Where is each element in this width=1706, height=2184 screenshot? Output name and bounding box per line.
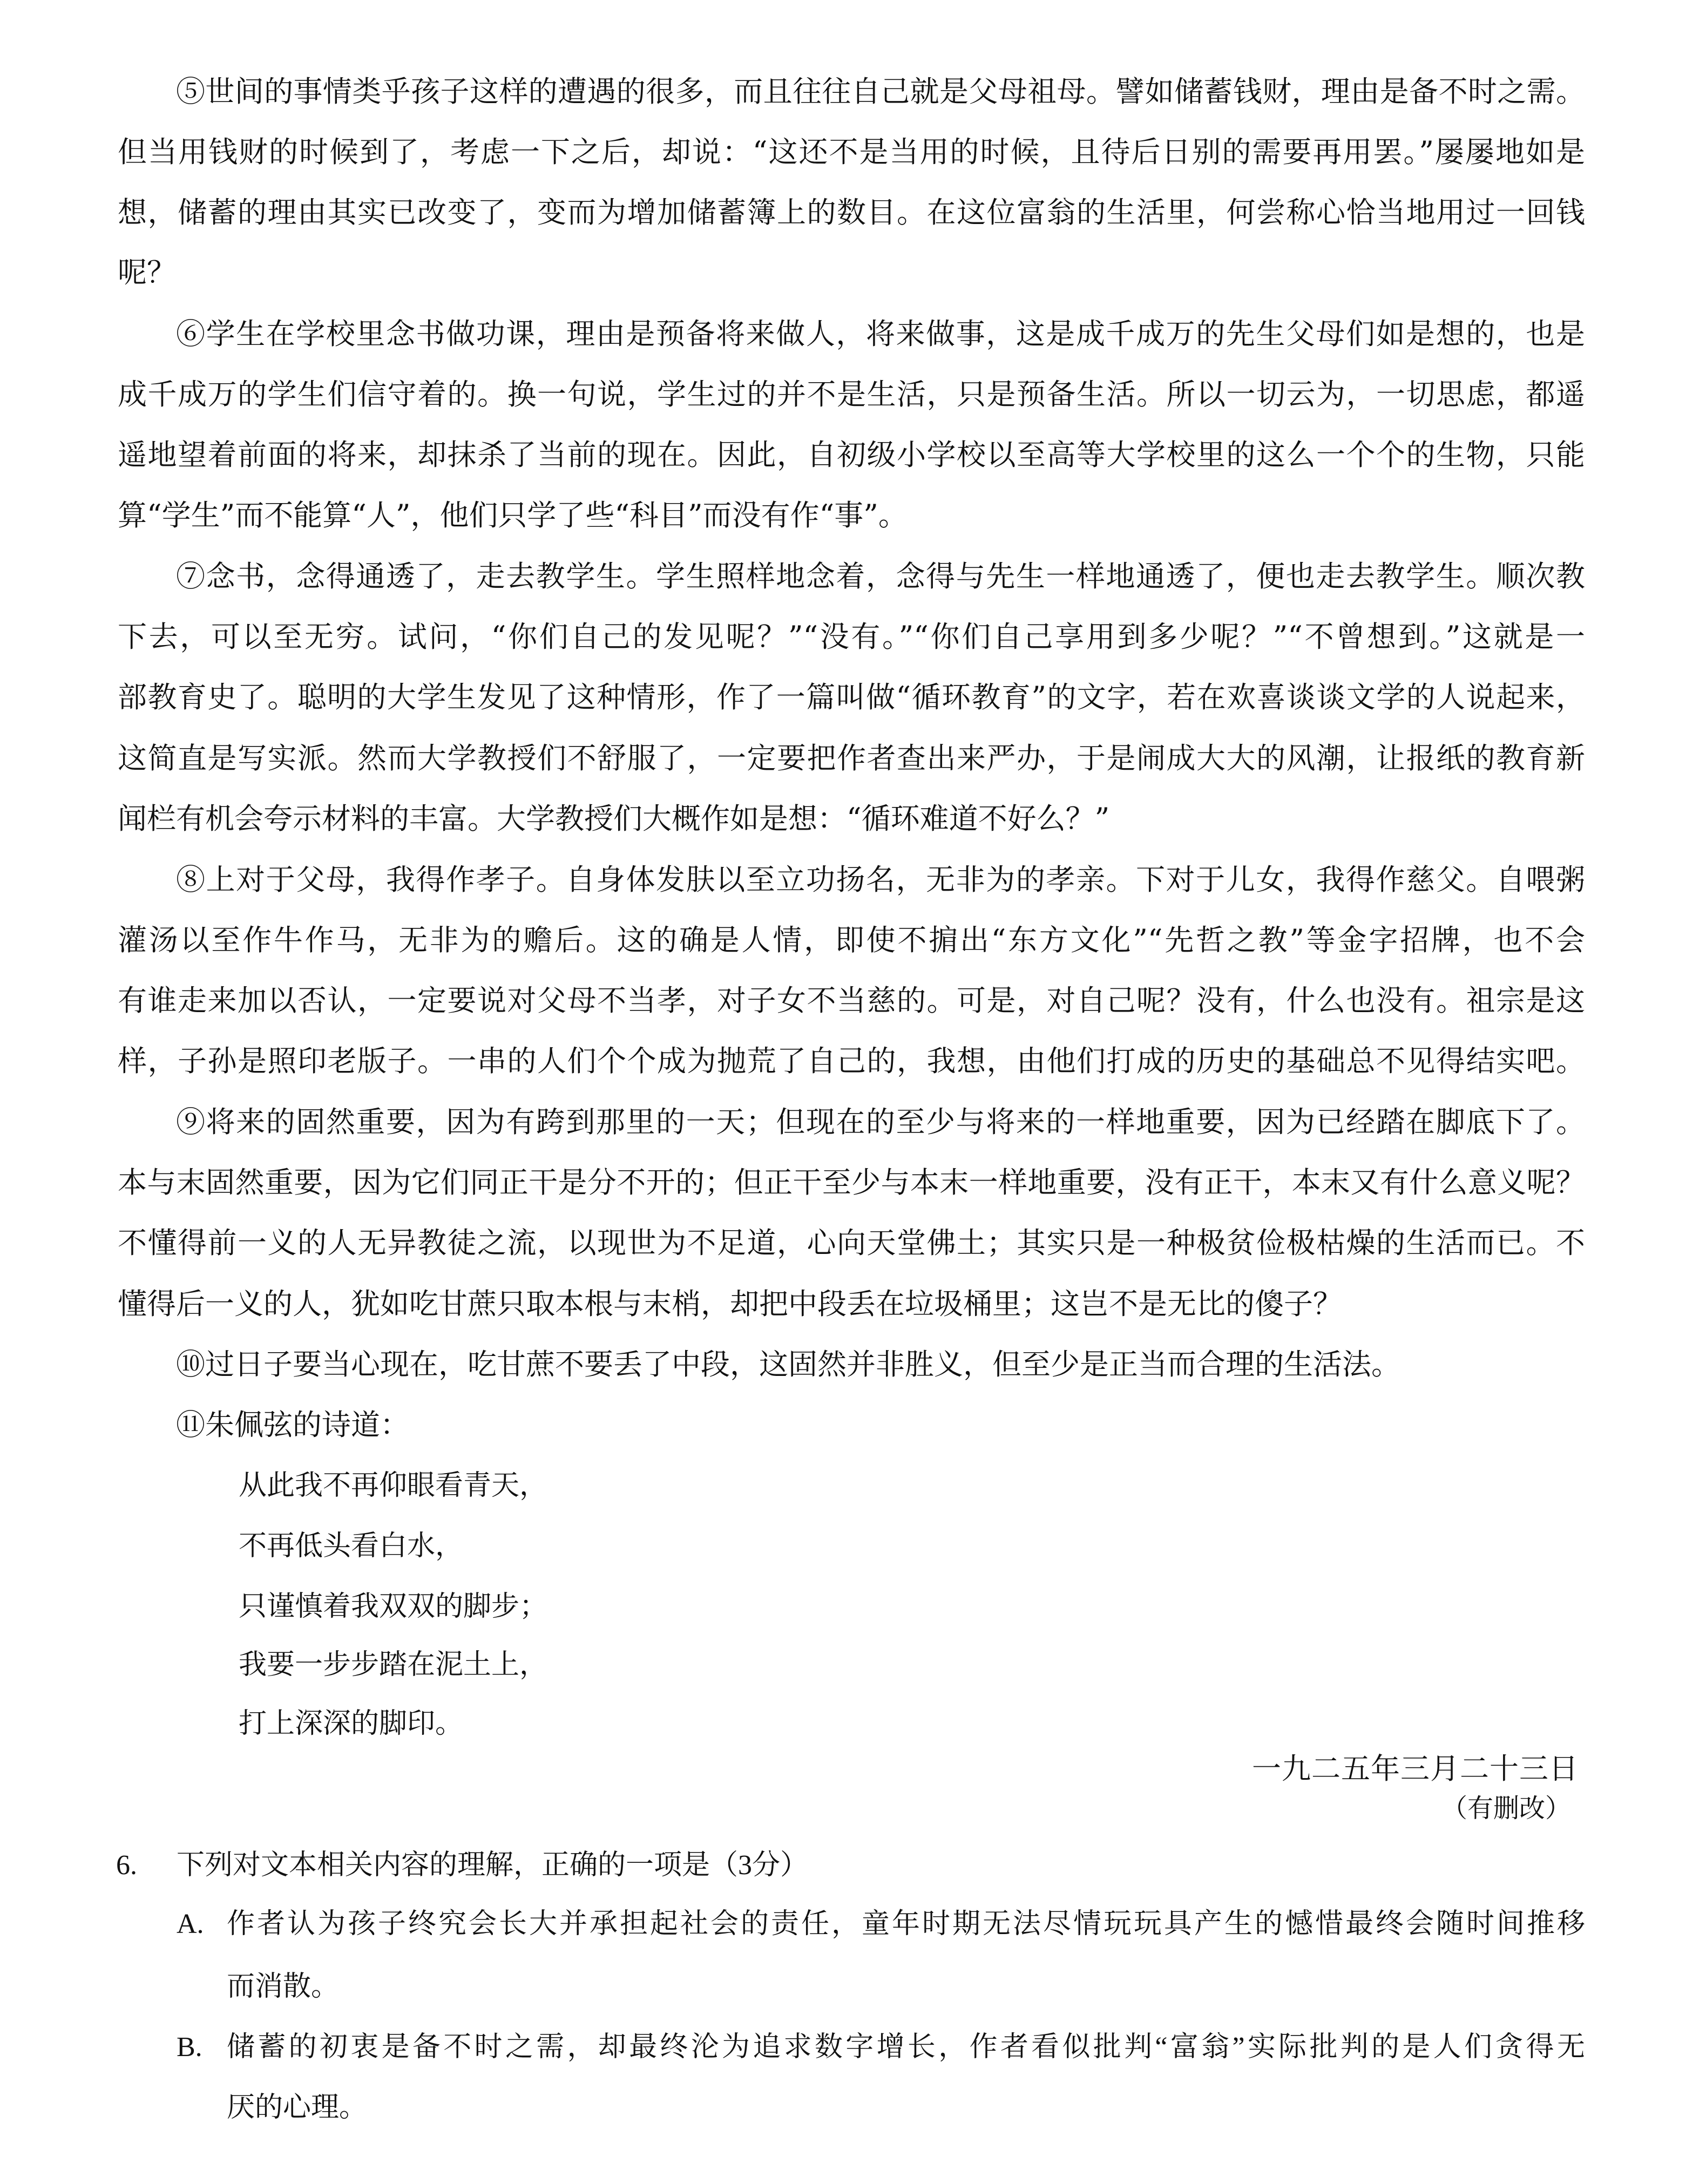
option-b-line-1[interactable]: 储蓄的初衷是备不时之需，却最终沦为追求数字增长，作者看似批判“富翁”实际批判的是人们贪得无 <box>227 2032 1585 2063</box>
paragraph-7-line-4: 这简直是写实派。然而大学教授们不舒服了，一定要把作者查出来严办，于是闹成大大的风潮，让报纸的教育新 <box>118 741 1585 775</box>
paragraph-8-line-1: ⑧上对于父母，我得作孝子。自身体发肤以至立功扬名，无非为的孝亲。下对于儿女，我得作慈父。自喂粥 <box>176 863 1585 897</box>
paragraph-5-line-4: 呢？ <box>118 255 176 289</box>
paragraph-6-line-4: 算“学生”而不能算“人”，他们只学了些“科目”而没有作“事”。 <box>118 498 908 532</box>
option-b-line-2[interactable]: 厌的心理。 <box>227 2092 368 2123</box>
essay-date: 一九二五年三月二十三日 <box>1252 1752 1579 1786</box>
paragraph-8-line-4: 样，子孙是照印老版子。一串的人们个个成为抛荒了自己的，我想，由他们打成的历史的基础总不见得结实吧。 <box>118 1044 1585 1078</box>
paragraph-5-line-1: ⑤世间的事情类乎孩子这样的遭遇的很多，而且往往自己就是父母祖母。譬如储蓄钱财，理由是备不时之需。 <box>176 74 1585 108</box>
paragraph-9-line-4: 懂得后一义的人，犹如吃甘蔗只取本根与末梢，却把中段丢在垃圾桶里；这岂不是无比的傻子？ <box>118 1287 1342 1321</box>
paragraph-10-line-1: ⑩过日子要当心现在，吃甘蔗不要丢了中段，这固然并非胜义，但至少是正当而合理的生活法。 <box>176 1347 1400 1381</box>
poem-line-3: 只谨慎着我双双的脚步； <box>239 1590 548 1623</box>
poem-line-5: 打上深深的脚印。 <box>239 1707 464 1740</box>
question-number: 6. <box>116 1850 137 1881</box>
option-b-label[interactable]: B. <box>177 2032 202 2063</box>
paragraph-7-line-2: 下去，可以至无穷。试问，“你们自己的发见呢？”“没有。”“你们自己享用到多少呢？”“不曾想到。”这就是一 <box>118 620 1585 654</box>
paragraph-9-line-1: ⑨将来的固然重要，因为有跨到那里的一天；但现在的至少与将来的一样地重要，因为已经踏在脚底下了。 <box>176 1105 1585 1139</box>
paragraph-11-line-1: ⑪朱佩弦的诗道： <box>176 1408 409 1442</box>
paragraph-9-line-3: 不懂得前一义的人无异教徒之流，以现世为不足道，心向天堂佛土；其实只是一种极贫俭极枯燥的生活而已。不 <box>118 1226 1585 1260</box>
paragraph-6-line-2: 成千成万的学生们信守着的。换一句说，学生过的并不是生活，只是预备生活。所以一切云为，一切思虑，都遥 <box>118 377 1585 411</box>
edited-note: （有删改） <box>1441 1793 1571 1823</box>
question-prompt: 下列对文本相关内容的理解，正确的一项是（3分） <box>177 1850 809 1881</box>
paragraph-9-line-2: 本与末固然重要，因为它们同正干是分不开的；但正干至少与本末一样地重要，没有正干，本末又有什么意义呢？ <box>118 1165 1585 1199</box>
paragraph-6-line-1: ⑥学生在学校里念书做功课，理由是预备将来做人，将来做事，这是成千成万的先生父母们如是想的，也是 <box>176 317 1585 351</box>
option-a-label[interactable]: A. <box>177 1909 204 1939</box>
poem-line-4: 我要一步步踏在泥土上， <box>239 1649 548 1681</box>
paragraph-8-line-2: 灌汤以至作牛作马，无非为的赡后。这的确是人情，即使不掮出“东方文化”“先哲之教”等金字招牌，也不会 <box>118 923 1585 957</box>
paragraph-6-line-3: 遥地望着前面的将来，却抹杀了当前的现在。因此，自初级小学校以至高等大学校里的这么一个个的生物，只能 <box>118 438 1585 472</box>
paragraph-8-line-3: 有谁走来加以否认，一定要说对父母不当孝，对子女不当慈的。可是，对自己呢？没有，什么也没有。祖宗是这 <box>118 984 1585 1018</box>
paragraph-7-line-1: ⑦念书，念得通透了，走去教学生。学生照样地念着，念得与先生一样地通透了，便也走去教学生。顺次教 <box>176 559 1585 593</box>
paragraph-5-line-2: 但当用钱财的时候到了，考虑一下之后，却说：“这还不是当用的时候，且待后日别的需要再用罢。”屡屡地如是 <box>118 135 1585 169</box>
paragraph-7-line-5: 闻栏有机会夸示材料的丰富。大学教授们大概作如是想：“循环难道不好么？” <box>118 802 1110 836</box>
option-a-line-1[interactable]: 作者认为孩子终究会长大并承担起社会的责任，童年时期无法尽情玩玩具产生的憾惜最终会随时间推移 <box>227 1909 1585 1939</box>
paragraph-5-line-3: 想，储蓄的理由其实已改变了，变而为增加储蓄簿上的数目。在这位富翁的生活里，何尝称心恰当地用过一回钱 <box>118 195 1585 229</box>
poem-line-2: 不再低头看白水， <box>239 1530 464 1562</box>
poem-line-1: 从此我不再仰眼看青天， <box>239 1469 548 1502</box>
paragraph-7-line-3: 部教育史了。聪明的大学生发见了这种情形，作了一篇叫做“循环教育”的文字，若在欢喜谈谈文学的人说起来， <box>118 680 1585 714</box>
option-a-line-2[interactable]: 而消散。 <box>227 1971 340 2002</box>
